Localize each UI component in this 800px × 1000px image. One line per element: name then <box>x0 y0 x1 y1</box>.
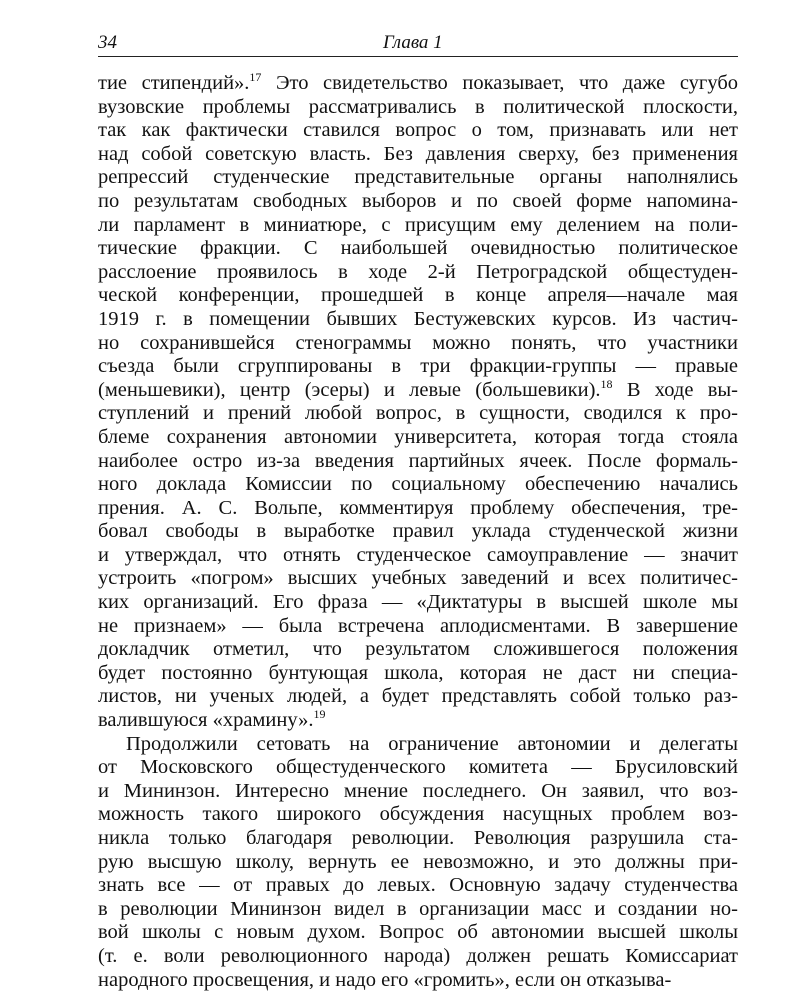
line-text: Продолжили сетовать на ограничение автономии и делегаты <box>126 732 738 755</box>
line-text: докладчик отметил, что результатом сложившегося положения <box>98 638 738 661</box>
text-line <box>98 284 738 308</box>
text-line <box>98 450 738 474</box>
line-text: (меньшевики), центр (эсеры) и левые (большевики). <box>98 378 601 401</box>
chapter-title: Глава 1 <box>383 32 443 53</box>
line-text: ческой конференции, прошедшей в конце апреля—начале мая <box>98 284 738 307</box>
line-text: рую высшую школу, вернуть ее невозможно, и это должны при- <box>98 850 738 873</box>
line-text: устроить «погром» высших учебных заведений и всех политичес- <box>98 567 738 590</box>
text-line <box>98 662 738 686</box>
line-text: блеме сохранения автономии университета, которая тогда стояла <box>98 425 738 448</box>
line-text: тические фракции. С наибольшей очевидностью политическое <box>98 237 738 260</box>
text-line <box>98 426 738 450</box>
line-text: прения. А. С. Вольпе, комментируя проблему обеспечения, тре- <box>98 496 738 519</box>
text-line <box>98 638 738 662</box>
line-text: 1919 г. в помещении бывших Бестужевских курсов. Из частич- <box>98 307 738 330</box>
text-line <box>98 615 738 639</box>
line-text: и утверждал, что отнять студенческое самоуправление — значит <box>98 543 738 566</box>
text-line <box>98 685 738 709</box>
text-line <box>98 544 738 568</box>
line-text: наиболее остро из-за введения партийных ячеек. После формаль- <box>98 449 738 472</box>
text-line <box>98 214 738 238</box>
line-text: ступлений и прений любой вопрос, в сущности, сводился к про- <box>98 402 738 425</box>
line-text: так как фактически ставился вопрос о том, признавать или нет <box>98 119 738 142</box>
text-line <box>98 733 738 757</box>
text-line <box>98 898 738 922</box>
footnote-marker[interactable]: 19 <box>313 707 326 722</box>
text-line <box>98 591 738 615</box>
line-text: ли парламент в миниатюре, с присущим ему делением на поли- <box>98 213 738 236</box>
line-text: будет постоянно бунтующая школа, которая не даст ни специа- <box>98 661 738 684</box>
page-number: 34 <box>98 32 117 53</box>
line-text: съезда были сгруппированы в три фракции-группы — правые <box>98 355 738 378</box>
line-text: вузовские проблемы рассматривались в политической плоскости, <box>98 95 738 118</box>
text-line <box>98 709 738 733</box>
line-text: Это свидетельство показывает, что даже сугубо <box>261 72 739 94</box>
line-text: ких организаций. Его фраза — «Диктатуры в высшей школе мы <box>98 591 738 614</box>
text-line <box>98 166 738 190</box>
footnote-marker[interactable]: 18 <box>600 376 613 391</box>
text-line <box>98 237 738 261</box>
text-line <box>98 827 738 851</box>
text-line <box>98 376 738 403</box>
text-line <box>98 332 738 356</box>
text-line <box>98 119 738 143</box>
paragraph-1 <box>98 72 738 733</box>
text-line <box>98 567 738 591</box>
text-line <box>98 497 738 521</box>
line-text: тие стипендий». <box>98 72 250 94</box>
body-text <box>98 72 738 992</box>
line-text: но сохранившейся стенограммы можно понять, что участники <box>98 331 738 354</box>
line-text: от Московского общестуденческого комитета — Брусиловский <box>98 756 738 779</box>
text-line <box>98 874 738 898</box>
line-text: бовал свободы в выработке правил уклада студенческой жизни <box>98 520 738 543</box>
line-text: по результатам свободных выборов и по своей форме напомина- <box>98 189 738 212</box>
text-line <box>98 520 738 544</box>
line-text: листов, ни ученых людей, а будет представлять собой только раз- <box>98 685 738 708</box>
text-line <box>98 308 738 332</box>
text-line <box>98 851 738 875</box>
paragraph-2 <box>98 733 738 993</box>
line-text: В ходе вы- <box>612 378 738 401</box>
line-text: и Мининзон. Интересно мнение последнего. Он заявил, что воз- <box>98 779 738 802</box>
line-text: ного доклада Комиссии по социальному обеспечению начались <box>98 473 738 496</box>
text-line <box>98 190 738 214</box>
line-text: вой школы с новым духом. Вопрос об автономии высшей школы <box>98 921 738 944</box>
text-line <box>98 355 738 379</box>
text-line <box>98 143 738 167</box>
running-head <box>98 30 738 57</box>
text-line <box>98 402 738 426</box>
text-line <box>98 780 738 804</box>
footnote-marker[interactable]: 17 <box>249 70 262 85</box>
text-line <box>98 921 738 945</box>
line-text: (т. е. воли революционного народа) должен решать Комиссариат <box>98 944 738 967</box>
text-line <box>98 945 738 969</box>
line-text: репрессий студенческие представительные органы наполнялись <box>98 166 738 189</box>
line-text: народного просвещения, и надо его «громить», если он отказыва- <box>98 968 672 991</box>
line-text: над собой советскую власть. Без давления сверху, без применения <box>98 142 738 165</box>
text-line <box>98 72 738 96</box>
text-line <box>98 261 738 285</box>
line-text: в революции Мининзон видел в организации масс и создании но- <box>98 897 738 920</box>
text-line <box>98 96 738 120</box>
text-line <box>98 473 738 497</box>
line-text: знать все — от правых до левых. Основную задачу студенчества <box>98 874 738 897</box>
text-line <box>98 969 738 993</box>
line-text: никла только благодаря революции. Революция разрушила ста- <box>98 827 738 849</box>
text-line <box>98 803 738 827</box>
line-text: не признаем» — была встречена аплодисментами. В завершение <box>98 614 738 637</box>
line-text: можность такого широкого обсуждения насущных проблем воз- <box>98 803 738 826</box>
line-text: расслоение проявилось в ходе 2-й Петроградской общестуден- <box>98 260 738 283</box>
line-text: валившуюся «храмину». <box>98 709 314 732</box>
text-line <box>98 756 738 780</box>
